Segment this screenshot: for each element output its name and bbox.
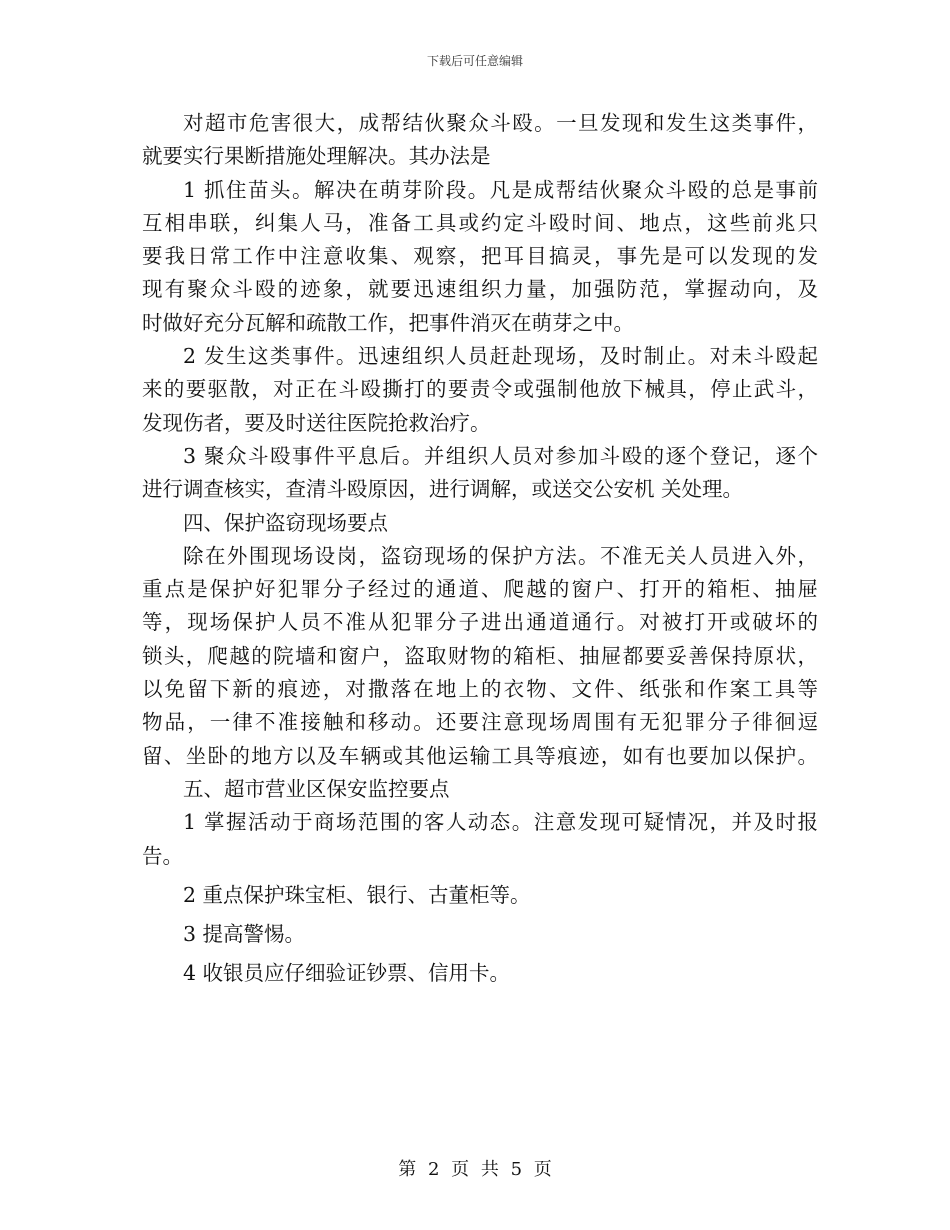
body-line: 时做好充分瓦解和疏散工作，把事件消灭在萌芽之中。 <box>142 310 634 335</box>
body-line: 互相串联，纠集人马，准备工具或约定斗殴时间、地点，这些前兆只 <box>142 210 818 235</box>
body-line: 就要实行果断措施处理解决。其办法是 <box>142 144 491 169</box>
body-line: 重点是保护好犯罪分子经过的通道、爬越的窗户、打开的箱柜、抽屉 <box>142 577 818 602</box>
body-line: 发现伤者，要及时送往医院抢救治疗。 <box>142 410 491 435</box>
section-heading: 五、超市营业区保安监控要点 <box>183 776 450 801</box>
body-line: 等，现场保护人员不准从犯罪分子进出通道通行。对被打开或破坏的 <box>142 610 818 635</box>
body-line: 现有聚众斗殴的迹象，就要迅速组织力量，加强防范，掌握动向，及 <box>142 277 818 302</box>
body-line: 来的要驱散，对正在斗殴撕打的要责令或强制他放下械具，停止武斗， <box>142 377 818 402</box>
body-line: 要我日常工作中注意收集、观察，把耳目搞灵，事先是可以发现的发 <box>142 244 818 269</box>
page-number: 第 2 页 共 5 页 <box>398 1159 552 1180</box>
page-header-note: 下载后可任意编辑 <box>426 54 523 68</box>
body-line: 1 抓住苗头。解决在萌芽阶段。凡是成帮结伙聚众斗殴的总是事前 <box>183 177 818 202</box>
body-line: 1 掌握活动于商场范围的客人动态。注意发现可疑情况，并及时报 <box>183 810 818 835</box>
body-line: 3 聚众斗殴事件平息后。并组织人员对参加斗殴的逐个登记，逐个 <box>183 443 818 468</box>
section-heading: 四、保护盗窃现场要点 <box>183 510 388 535</box>
document-body <box>142 107 818 991</box>
body-line: 4 收银员应仔细验证钞票、信用卡。 <box>183 961 511 986</box>
body-line: 以免留下新的痕迹，对撒落在地上的衣物、文件、纸张和作案工具等 <box>142 677 818 702</box>
body-line: 2 重点保护珠宝柜、银行、古董柜等。 <box>183 882 531 907</box>
body-line: 物品，一律不准接触和移动。还要注意现场周围有无犯罪分子徘徊逗 <box>142 710 818 735</box>
body-line: 2 发生这类事件。迅速组织人员赶赴现场，及时制止。对未斗殴起 <box>183 344 818 369</box>
body-line: 告。 <box>142 843 183 868</box>
body-line: 进行调查核实，查清斗殴原因，进行调解，或送交公安机 关处理。 <box>142 477 744 502</box>
body-line: 锁头，爬越的院墙和窗户，盗取财物的箱柜、抽屉都要妥善保持原状， <box>142 643 818 668</box>
body-line: 3 提高警惕。 <box>183 922 306 947</box>
body-line: 除在外围现场设岗，盗窃现场的保护方法。不准无关人员进入外， <box>183 543 818 568</box>
body-line: 留、坐卧的地方以及车辆或其他运输工具等痕迹，如有也要加以保护。 <box>142 743 818 768</box>
body-line: 对超市危害很大，成帮结伙聚众斗殴。一旦发现和发生这类事件， <box>183 111 818 135</box>
